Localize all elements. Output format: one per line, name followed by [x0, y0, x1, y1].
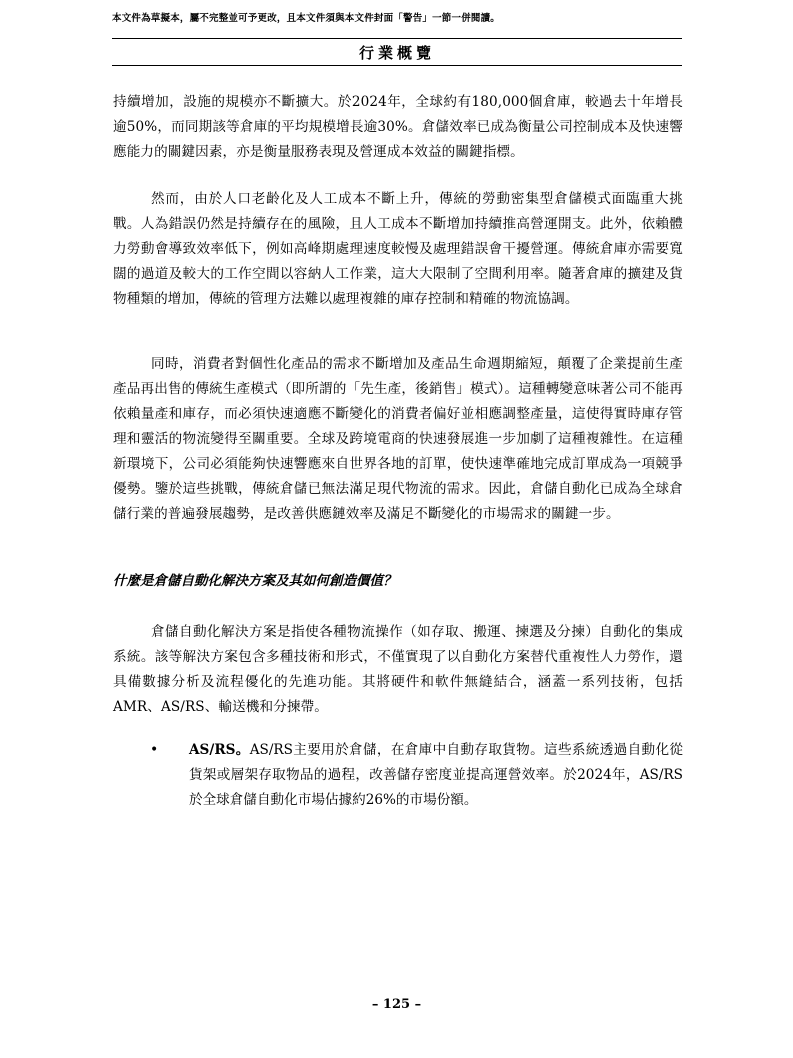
header-rule-bottom: [112, 65, 682, 66]
bullet-term: AS/RS。: [189, 742, 250, 758]
body-paragraph-3: 同時，消費者對個性化產品的需求不斷增加及產品生命週期縮短，顛覆了企業提前生產產品再出售的傳統生產模式（即所謂的「先生產，後銷售」模式）。這種轉變意味著公司不能再依賴量產和庫存，而必須快速適應不斷變化的消費者偏好並相應調整產量，這使得實時庫存管理和靈活的物流變得至關重要。全球及跨境電商的快速發展進一步加劇了這種複雜性。在這種新環境下，公司必須能夠快速響應來自世界各地的訂單，使快速準確地完成訂單成為一項競爭優勢。鑒於這些挑戰，傳統倉儲已無法滿足現代物流的需求。因此，倉儲自動化已成為全球倉儲行業的普遍發展趨勢，是改善供應鏈效率及滿足不斷變化的市場需求的關鍵一步。: [113, 356, 683, 522]
body-paragraph-4: 倉儲自動化解決方案是指使各種物流操作（如存取、搬運、揀選及分揀）自動化的集成系統。該等解決方案包含多種技術和形式，不僅實現了以自動化方案替代重複性人力勞作，還具備數據分析及流程優化的先進功能。其將硬件和軟件無縫結合，涵蓋一系列技術，包括AMR、AS/RS、輸送機和分揀帶。: [113, 624, 683, 715]
header-rule-top: [112, 38, 682, 39]
section-title: 行業概覽: [358, 44, 435, 62]
body-paragraph-1: 持續增加，設施的規模亦不斷擴大。於2024年，全球約有180,000個倉庫，較過去十年增長逾50%，而同期該等倉庫的平均規模增長逾30%。倉儲效率已成為衡量公司控制成本及快速響應能力的關鍵因素，亦是衡量服務表現及營運成本效益的關鍵指標。: [113, 94, 683, 160]
bullet-marker: •: [150, 742, 159, 758]
subsection-heading: 什麼是倉儲自動化解決方案及其如何創造價值？: [113, 573, 397, 589]
page-number: – 125 –: [371, 997, 422, 1012]
draft-disclaimer: 本文件為草擬本，屬不完整並可予更改，且本文件須與本文件封面「警告」一節一併閱讀。: [112, 13, 501, 24]
bullet-text: AS/RS主要用於倉儲，在倉庫中自動存取貨物。這些系統透過自動化從貨架或層架存取物品的過程，改善儲存密度並提高運營效率。於2024年，AS/RS於全球倉儲自動化市場佔據約26%的市場份額。: [189, 742, 683, 808]
bullet-item-asrs: [189, 738, 683, 813]
body-paragraph-2: 然而，由於人口老齡化及人工成本不斷上升，傳統的勞動密集型倉儲模式面臨重大挑戰。人為錯誤仍然是持續存在的風險，且人工成本不斷增加持續推高營運開支。此外，依賴體力勞動會導致效率低下，例如高峰期處理速度較慢及處理錯誤會干擾營運。傳統倉庫亦需要寬闊的過道及較大的工作空間以容納人工作業，這大大限制了空間利用率。隨著倉庫的擴建及貨物種類的增加，傳統的管理方法難以處理複雜的庫存控制和精確的物流協調。: [113, 191, 683, 307]
